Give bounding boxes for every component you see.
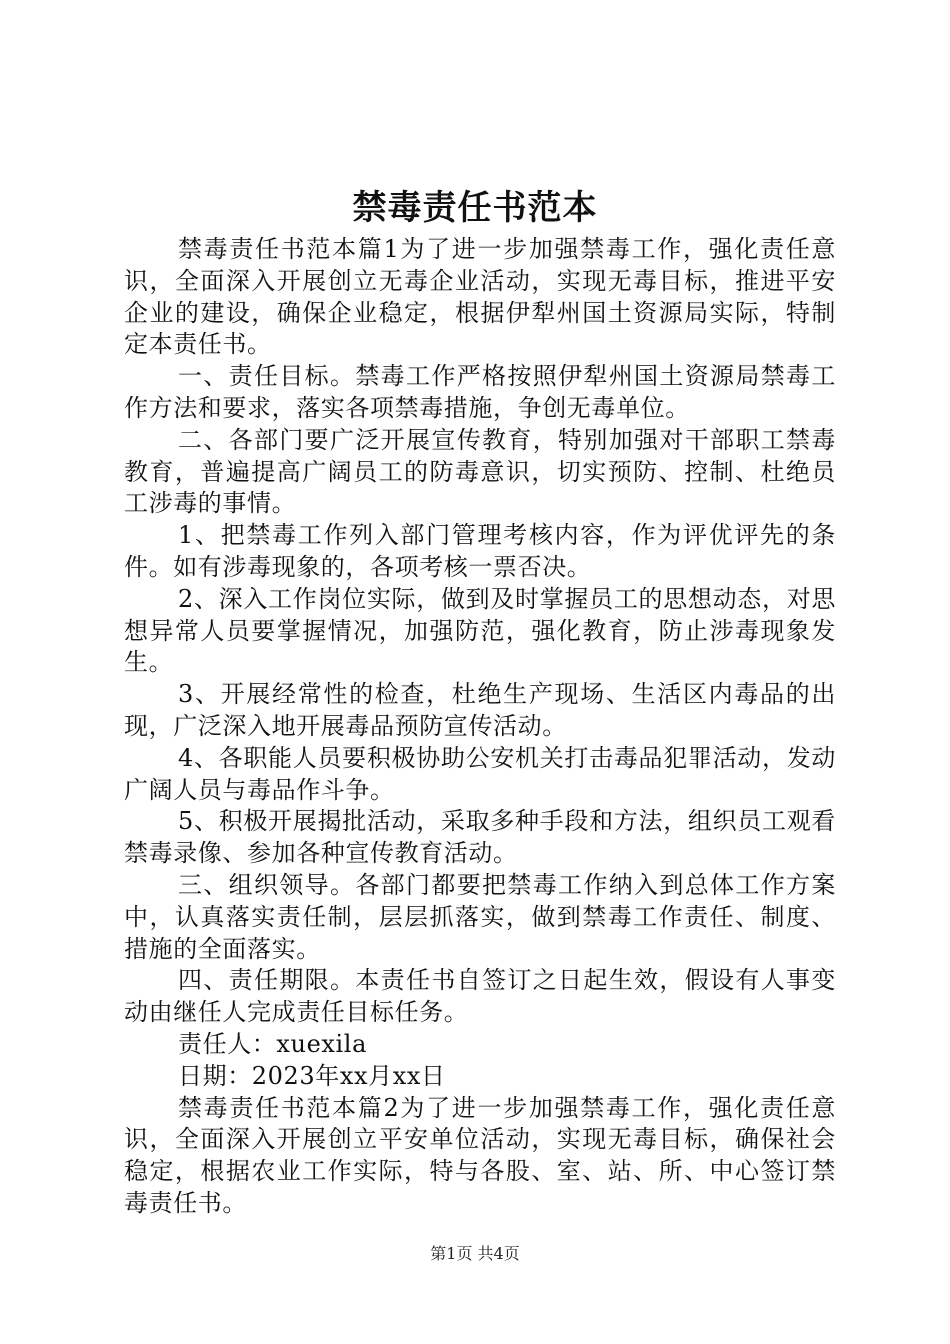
paragraph-date: 日期：2023年xx月xx日 xyxy=(178,1061,446,1090)
paragraph-organization: 三、组织领导。各部门都要把禁毒工作纳入到总体工作方案中，认真落实责任制，层层抓落实，做到禁毒工作责任、制度、措施的全面落实。 xyxy=(124,870,836,963)
paragraph-responsibility-goal: 一、责任目标。禁毒工作严格按照伊犁州国土资源局禁毒工作方法和要求，落实各项禁毒措施，争创无毒单位。 xyxy=(124,362,836,422)
paragraph-item-4: 4、各职能人员要积极协助公安机关打击毒品犯罪活动，发动广阔人员与毒品作斗争。 xyxy=(124,743,836,804)
paragraph-item-1: 1、把禁毒工作列入部门管理考核内容，作为评优评先的条件。如有涉毒现象的，各项考核一票否决。 xyxy=(124,521,836,581)
paragraph-item-2: 2、深入工作岗位实际，做到及时掌握员工的思想动态，对思想异常人员要掌握情况，加强防范，强化教育，防止涉毒现象发生。 xyxy=(124,584,836,677)
paragraph-intro-2: 禁毒责任书范本篇2为了进一步加强禁毒工作，强化责任意识，全面深入开展创立平安单位活动，实现无毒目标，确保社会稳定，根据农业工作实际，特与各股、室、站、所、中心签订禁毒责任书。 xyxy=(124,1093,836,1217)
document-title: 禁毒责任书范本 xyxy=(352,188,598,228)
paragraph-item-5: 5、积极开展揭批活动，采取多种手段和方法，组织员工观看禁毒录像、参加各种宣传教育活动。 xyxy=(124,807,836,868)
paragraph-education: 二、各部门要广泛开展宣传教育，特别加强对干部职工禁毒教育，普遍提高广阔员工的防毒意识，切实预防、控制、杜绝员工涉毒的事情。 xyxy=(124,425,836,518)
page-number-footer: 第1页 共4页 xyxy=(430,1244,520,1263)
paragraph-item-3: 3、开展经常性的检查，杜绝生产现场、生活区内毒品的出现，广泛深入地开展毒品预防宣传活动。 xyxy=(124,680,836,740)
paragraph-term: 四、责任期限。本责任书自签订之日起生效，假设有人事变动由继任人完成责任目标任务。 xyxy=(124,966,836,1027)
paragraph-responsible-person: 责任人：xuexila xyxy=(178,1029,367,1058)
paragraph-intro-1: 禁毒责任书范本篇1为了进一步加强禁毒工作，强化责任意识，全面深入开展创立无毒企业活动，实现无毒目标，推进平安企业的建设，确保企业稳定，根据伊犁州国土资源局实际，特制定本责任书。 xyxy=(124,235,836,359)
document-body xyxy=(124,234,836,1220)
